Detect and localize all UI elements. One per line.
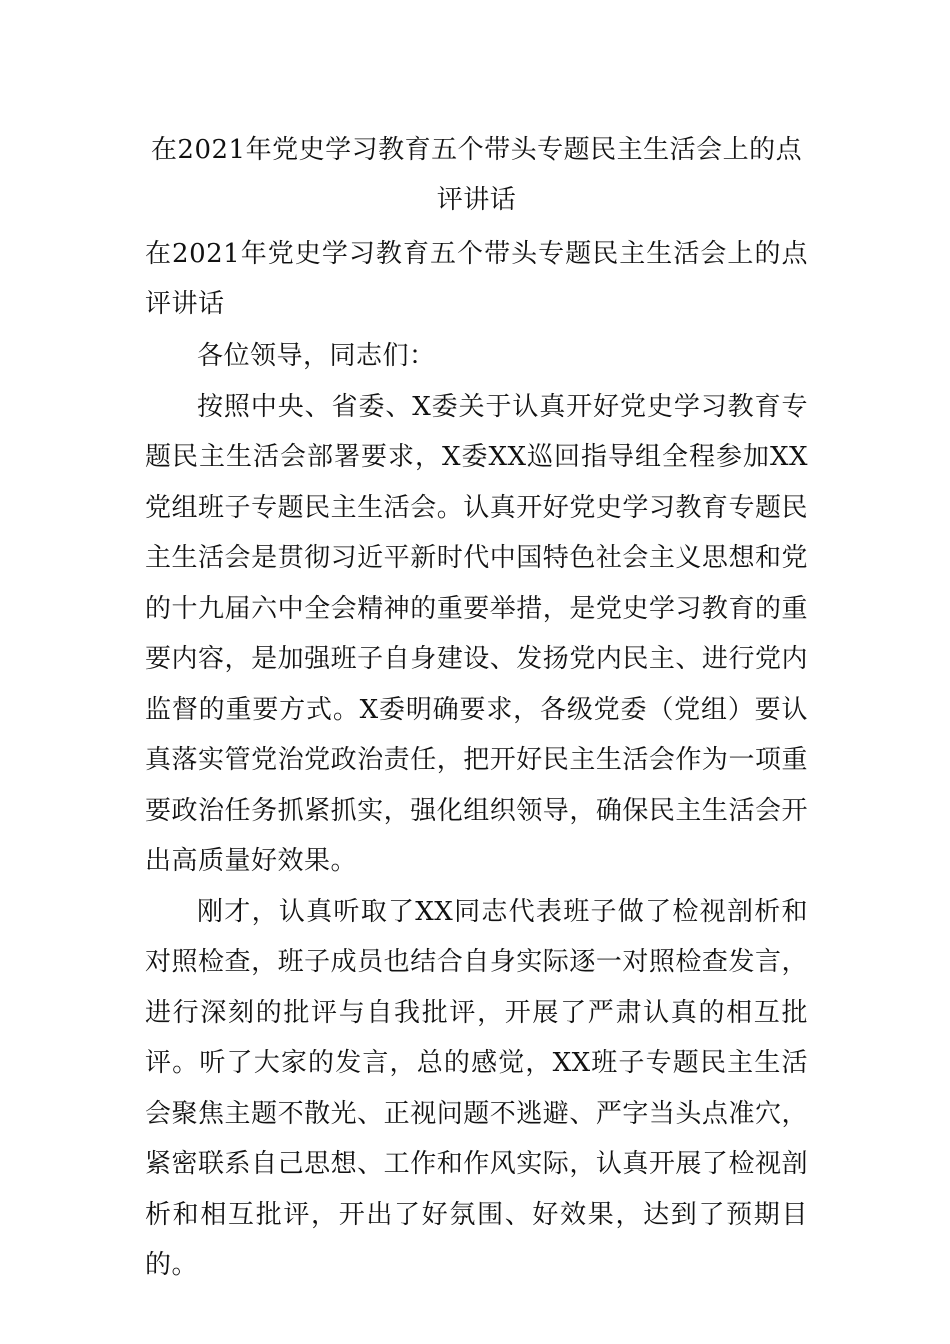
salutation: 各位领导，同志们： xyxy=(197,341,436,371)
document-page xyxy=(145,125,808,1291)
document-title: 在2021年党史学习教育五个带头专题民主生活会上的点评讲话 xyxy=(150,135,803,215)
body-paragraph-1: 按照中央、省委、X委关于认真开好党史学习教育专题民主生活会部署要求，X委XX巡回指导组全程参加XX党组班子专题民主生活会。认真开好党史学习教育专题民主生活会是贯彻习近平新时代中国特色社会主义思想和党的十九届六中全会精神的重要举措，是党史学习教育的重要内容，是加强班子自身建设、发扬党内民主、进行党内监督的重要方式。X委明确要求，各级党委（党组）要认真落实管党治党政治责任，把开好民主生活会作为一项重要政治任务抓紧抓实，强化组织领导，确保民主生活会开出高质量好效果。 xyxy=(145,391,808,876)
body-paragraph-2: 刚才，认真听取了XX同志代表班子做了检视剖析和对照检查，班子成员也结合自身实际逐一对照检查发言，进行深刻的批评与自我批评，开展了严肃认真的相互批评。听了大家的发言，总的感觉，XX班子专题民主生活会聚焦主题不散光、正视问题不逃避、严字当头点准穴，紧密联系自己思想、工作和作风实际，认真开展了检视剖析和相互批评，开出了好氛围、好效果，达到了预期目的。 xyxy=(145,896,808,1280)
document-subtitle: 在2021年党史学习教育五个带头专题民主生活会上的点评讲话 xyxy=(145,239,808,319)
